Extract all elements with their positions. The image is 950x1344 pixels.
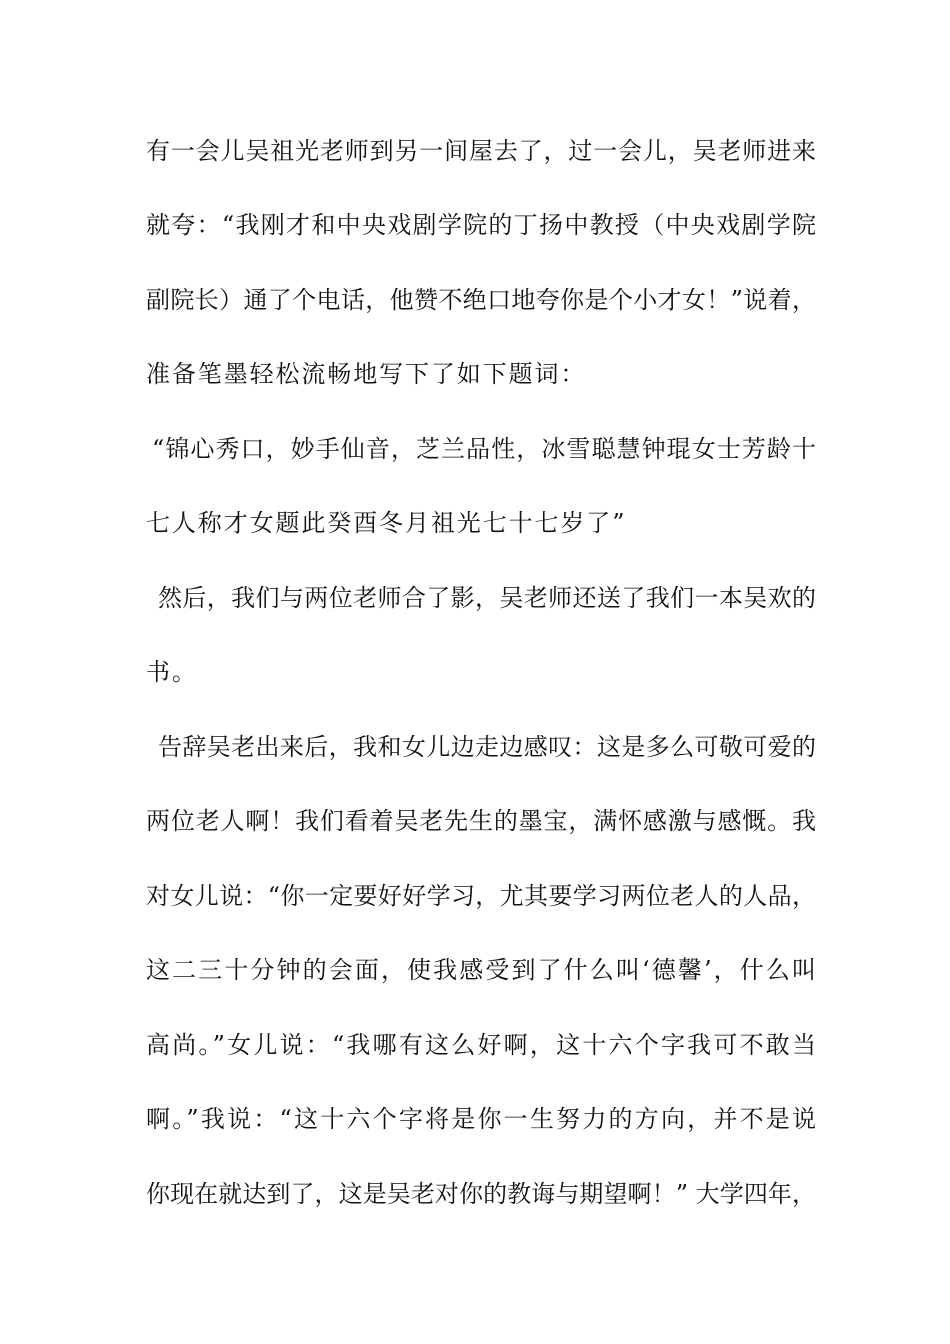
text-line-6: 七人称才女题此癸酉冬月祖光七十七岁了” bbox=[146, 509, 627, 537]
text-line-10: 两位老人啊！我们看着吴老先生的墨宝，满怀感激与感慨。我 bbox=[146, 807, 816, 835]
text-line-7: 然后，我们与两位老师合了影，吴老师还送了我们一本吴欢的 bbox=[158, 584, 816, 612]
text-line-1: 有一会儿吴祖光老师到另一间屋去了，过一会儿，吴老师进来 bbox=[146, 137, 816, 165]
text-line-9: 告辞吴老出来后，我和女儿边走边感叹：这是多么可敬可爱的 bbox=[158, 733, 816, 761]
text-line-8: 书。 bbox=[146, 658, 198, 686]
text-line-3: 副院长）通了个电话，他赞不绝口地夸你是个小才女！”说着， bbox=[146, 286, 816, 314]
text-line-14: 啊。”我说：“这十六个字将是你一生努力的方向，并不是说 bbox=[146, 1105, 816, 1133]
text-line-15: 你现在就达到了，这是吴老对你的教诲与期望啊！” 大学四年， bbox=[146, 1180, 816, 1208]
text-line-4: 准备笔墨轻松流畅地写下了如下题词： bbox=[146, 360, 587, 388]
text-line-2: 就夸：“我刚才和中央戏剧学院的丁扬中教授（中央戏剧学院 bbox=[146, 211, 816, 239]
text-line-5: “锦心秀口，妙手仙音，芝兰品性，冰雪聪慧钟琨女士芳龄十 bbox=[152, 435, 816, 463]
text-line-13: 高尚。”女儿说：“我哪有这么好啊，这十六个字我可不敢当 bbox=[146, 1031, 816, 1059]
text-line-12: 这二三十分钟的会面，使我感受到了什么叫‘德馨’，什么叫 bbox=[146, 956, 816, 984]
text-line-11: 对女儿说：“你一定要好好学习，尤其要学习两位老人的人品， bbox=[146, 882, 816, 910]
